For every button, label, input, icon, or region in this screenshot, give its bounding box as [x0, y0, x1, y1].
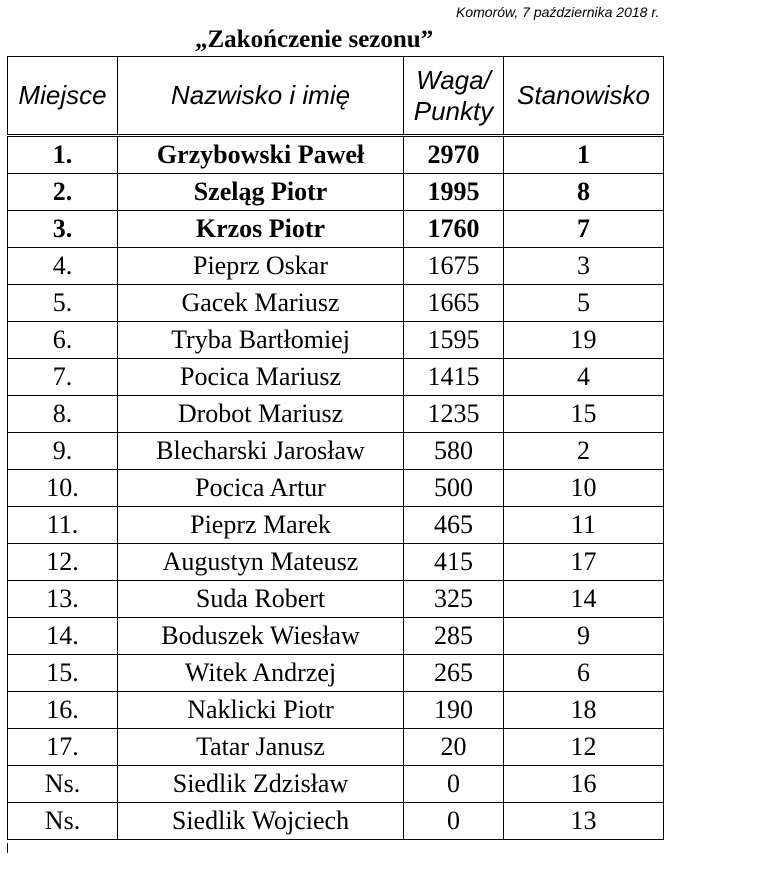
cell-station: 3: [504, 248, 664, 285]
table-row: [8, 507, 664, 544]
table-row: [8, 766, 664, 803]
cell-name: Szeląg Piotr: [118, 174, 404, 211]
cell-station: 7: [504, 211, 664, 248]
cell-station: 8: [504, 174, 664, 211]
cell-station: 9: [504, 618, 664, 655]
cell-place: 10.: [8, 470, 118, 507]
column-header-station: Stanowisko: [504, 57, 664, 136]
cell-place: 1.: [8, 136, 118, 174]
table-row: [8, 322, 664, 359]
cell-place: 11.: [8, 507, 118, 544]
table-row: [8, 544, 664, 581]
cell-station: 13: [504, 803, 664, 840]
cell-weight-points: 2970: [404, 136, 504, 174]
table-row: [8, 655, 664, 692]
cell-name: Augustyn Mateusz: [118, 544, 404, 581]
table-row: [8, 803, 664, 840]
header-row: [8, 57, 664, 136]
cell-name: Siedlik Zdzisław: [118, 766, 404, 803]
cell-weight-points: 1415: [404, 359, 504, 396]
cell-place: 5.: [8, 285, 118, 322]
table-row: [8, 581, 664, 618]
cell-station: 12: [504, 729, 664, 766]
cell-weight-points: 265: [404, 655, 504, 692]
page-margin-mark: [7, 843, 8, 853]
cell-weight-points: 1995: [404, 174, 504, 211]
results-table: [7, 56, 664, 840]
table-row: [8, 248, 664, 285]
cell-weight-points: 1235: [404, 396, 504, 433]
table-row: [8, 211, 664, 248]
cell-weight-points: 1665: [404, 285, 504, 322]
cell-station: 17: [504, 544, 664, 581]
cell-place: 13.: [8, 581, 118, 618]
cell-name: Grzybowski Paweł: [118, 136, 404, 174]
table-row: [8, 729, 664, 766]
cell-station: 14: [504, 581, 664, 618]
cell-station: 19: [504, 322, 664, 359]
cell-place: 7.: [8, 359, 118, 396]
column-header-weight-points-label: Waga/ Punkty: [413, 64, 494, 126]
cell-name: Gacek Mariusz: [118, 285, 404, 322]
cell-name: Pocica Artur: [118, 470, 404, 507]
column-header-name: Nazwisko i imię: [118, 57, 404, 136]
cell-weight-points: 415: [404, 544, 504, 581]
cell-weight-points: 500: [404, 470, 504, 507]
table-row: [8, 285, 664, 322]
cell-place: Ns.: [8, 766, 118, 803]
cell-place: 16.: [8, 692, 118, 729]
cell-name: Boduszek Wiesław: [118, 618, 404, 655]
cell-station: 11: [504, 507, 664, 544]
cell-place: 8.: [8, 396, 118, 433]
document-title: „Zakończenie sezonu”: [195, 26, 434, 53]
cell-place: 3.: [8, 211, 118, 248]
cell-name: Pieprz Marek: [118, 507, 404, 544]
cell-place: 2.: [8, 174, 118, 211]
cell-station: 2: [504, 433, 664, 470]
cell-name: Tryba Bartłomiej: [118, 322, 404, 359]
cell-name: Krzos Piotr: [118, 211, 404, 248]
table-row: [8, 692, 664, 729]
cell-weight-points: 465: [404, 507, 504, 544]
cell-name: Tatar Janusz: [118, 729, 404, 766]
cell-name: Drobot Mariusz: [118, 396, 404, 433]
cell-station: 10: [504, 470, 664, 507]
cell-weight-points: 0: [404, 766, 504, 803]
cell-place: 15.: [8, 655, 118, 692]
cell-name: Suda Robert: [118, 581, 404, 618]
cell-weight-points: 20: [404, 729, 504, 766]
cell-name: Pocica Mariusz: [118, 359, 404, 396]
cell-station: 6: [504, 655, 664, 692]
cell-weight-points: 190: [404, 692, 504, 729]
cell-place: 9.: [8, 433, 118, 470]
cell-weight-points: 0: [404, 803, 504, 840]
cell-station: 18: [504, 692, 664, 729]
table-row: [8, 396, 664, 433]
table-row: [8, 174, 664, 211]
column-header-weight-points: [404, 57, 504, 136]
table-row: [8, 433, 664, 470]
cell-place: Ns.: [8, 803, 118, 840]
cell-station: 15: [504, 396, 664, 433]
cell-place: 4.: [8, 248, 118, 285]
cell-station: 5: [504, 285, 664, 322]
cell-station: 1: [504, 136, 664, 174]
cell-weight-points: 325: [404, 581, 504, 618]
cell-name: Witek Andrzej: [118, 655, 404, 692]
cell-name: Siedlik Wojciech: [118, 803, 404, 840]
table-row: [8, 136, 664, 174]
column-header-place: Miejsce: [8, 57, 118, 136]
cell-weight-points: 1595: [404, 322, 504, 359]
cell-place: 17.: [8, 729, 118, 766]
cell-place: 12.: [8, 544, 118, 581]
cell-weight-points: 1760: [404, 211, 504, 248]
cell-place: 14.: [8, 618, 118, 655]
cell-weight-points: 1675: [404, 248, 504, 285]
cell-name: Naklicki Piotr: [118, 692, 404, 729]
cell-weight-points: 580: [404, 433, 504, 470]
cell-name: Pieprz Oskar: [118, 248, 404, 285]
document-date: Komorów, 7 października 2018 r.: [456, 4, 660, 20]
table-row: [8, 618, 664, 655]
cell-station: 4: [504, 359, 664, 396]
cell-name: Blecharski Jarosław: [118, 433, 404, 470]
cell-place: 6.: [8, 322, 118, 359]
cell-station: 16: [504, 766, 664, 803]
cell-weight-points: 285: [404, 618, 504, 655]
table-row: [8, 470, 664, 507]
table-row: [8, 359, 664, 396]
